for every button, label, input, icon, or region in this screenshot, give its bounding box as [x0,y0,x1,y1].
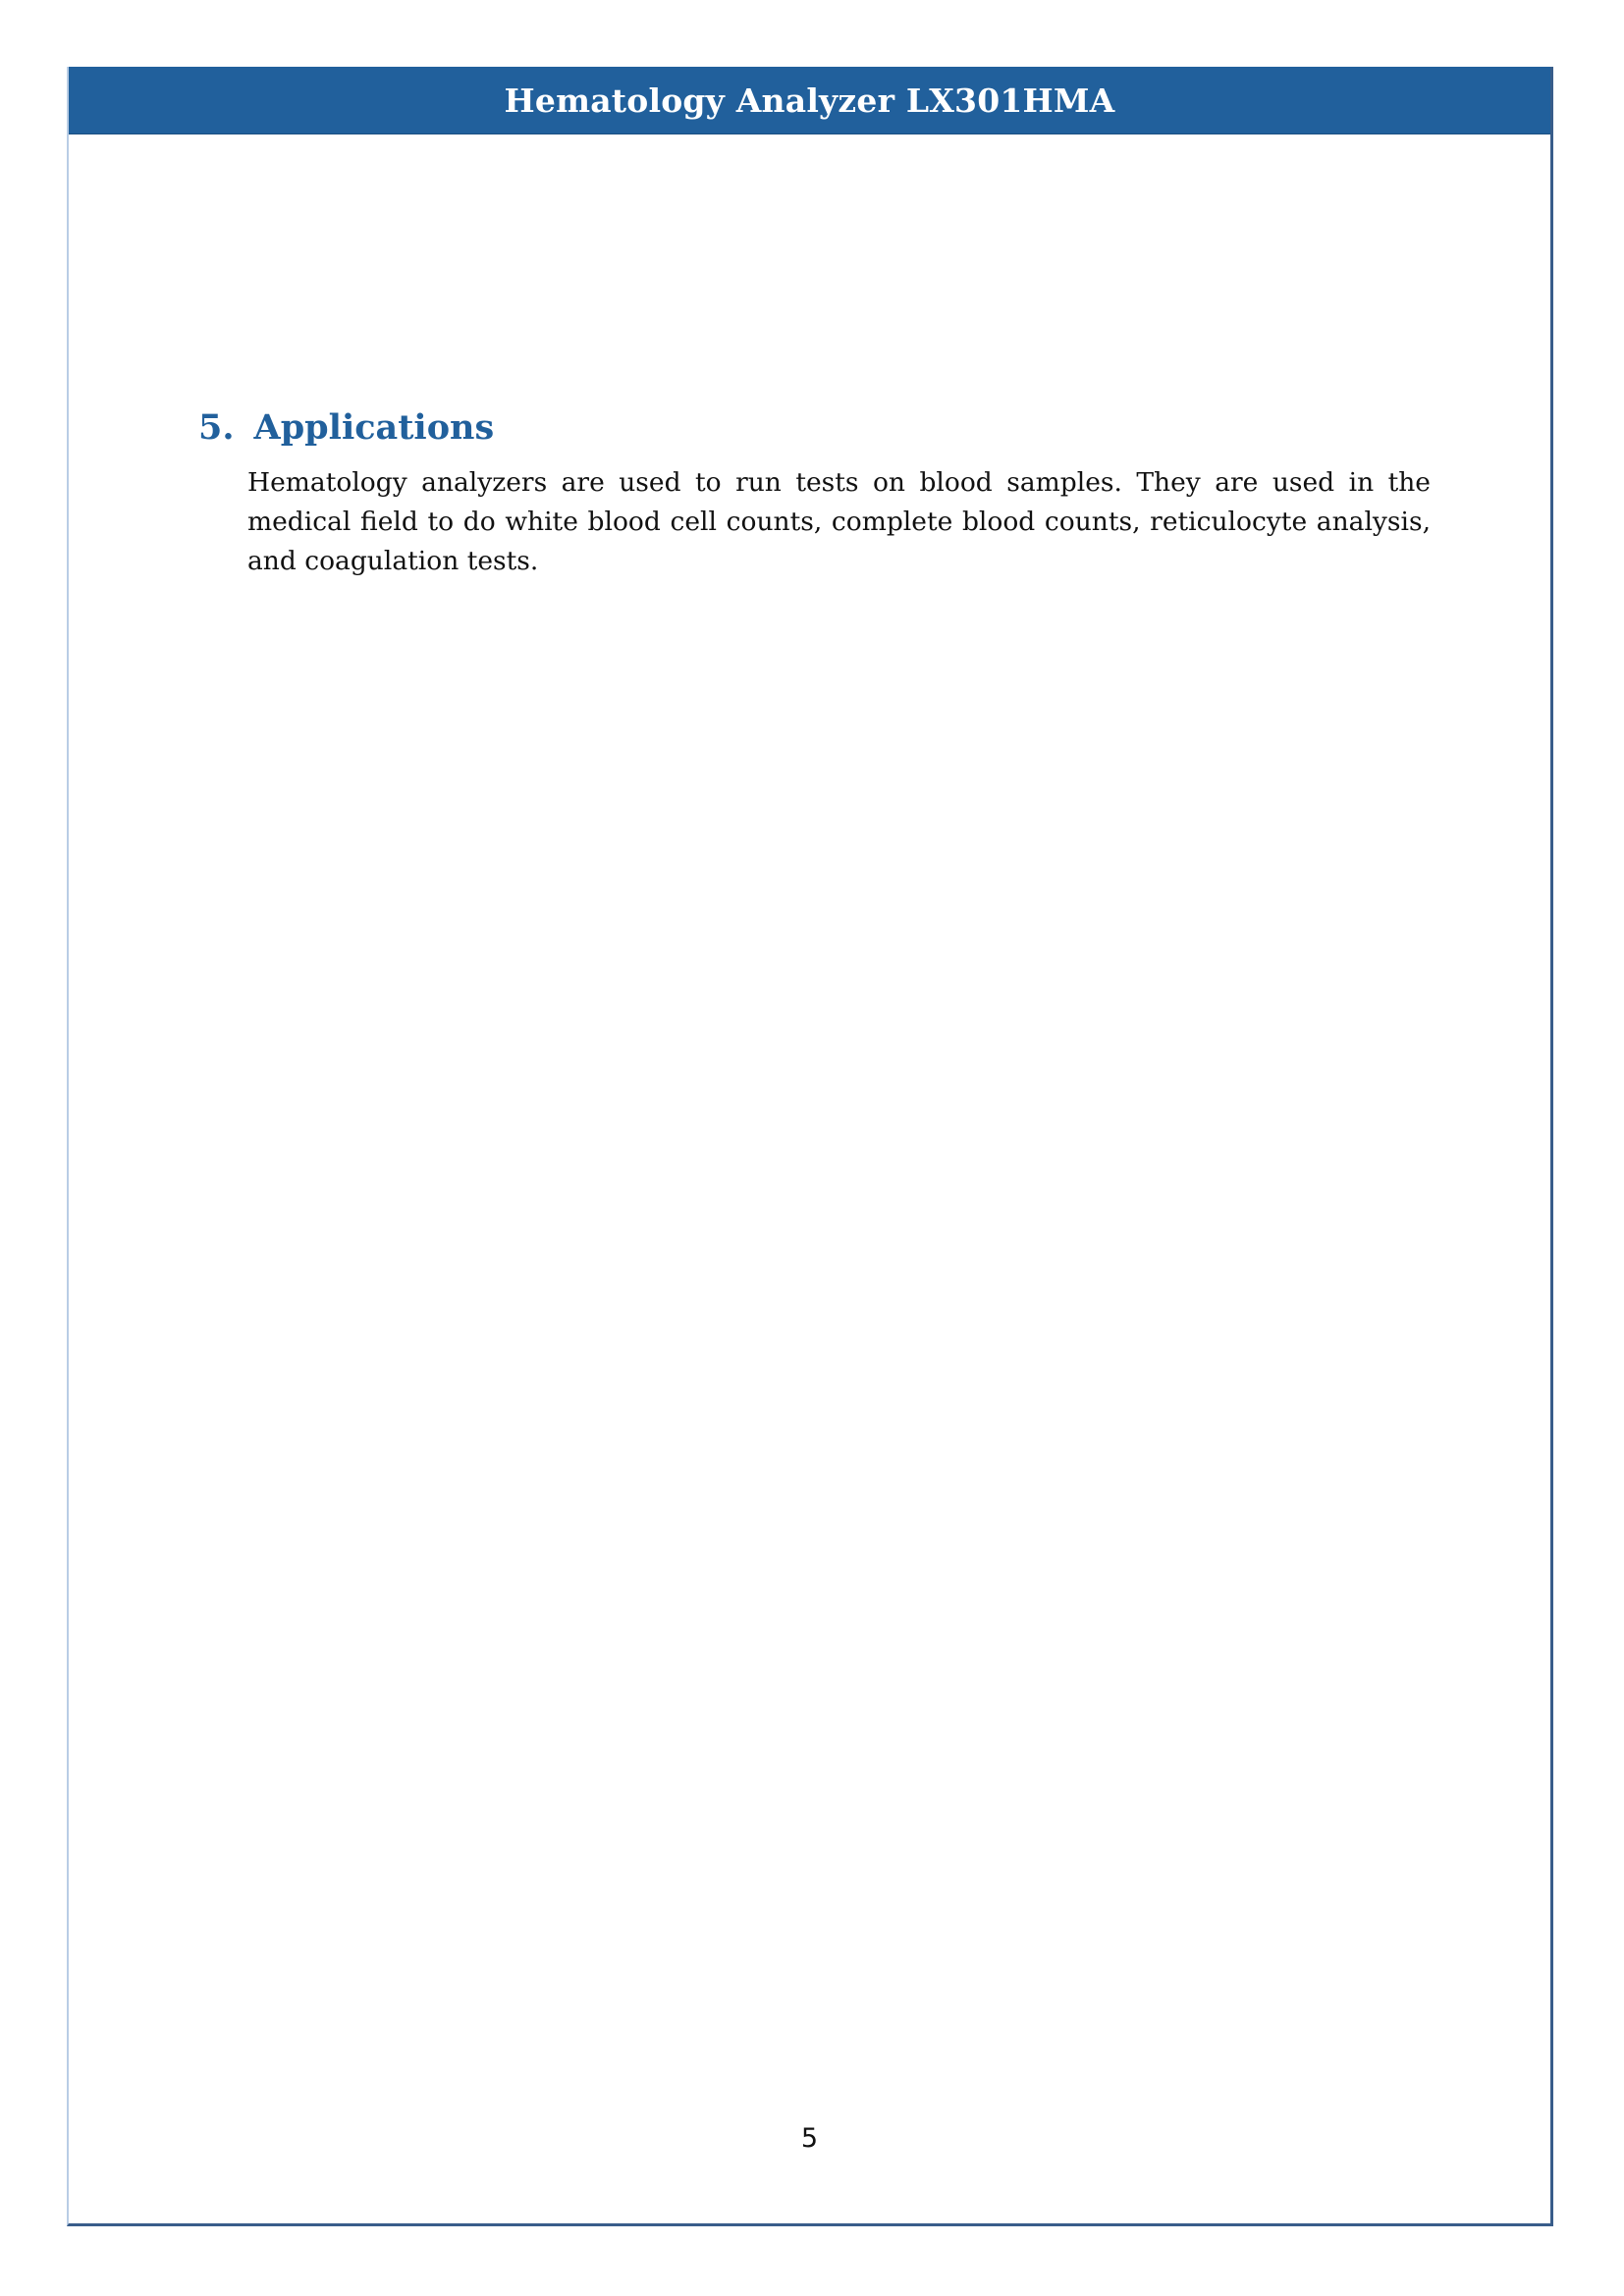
section-heading [198,407,494,448]
page-frame [67,67,1553,2226]
document-header [69,67,1550,134]
section-body-text: Hematology analyzers are used to run tests on blood samples. They are used in the medical field to do white blood cell counts, complete blood counts, reticulocyte analysis, and coagulation tests. [247,467,1431,576]
section-number: 5. [198,407,235,449]
page-number: 5 [800,2123,819,2154]
document-title: Hematology Analyzer LX301HMA [504,80,1115,120]
section-title: Applications [253,407,495,449]
